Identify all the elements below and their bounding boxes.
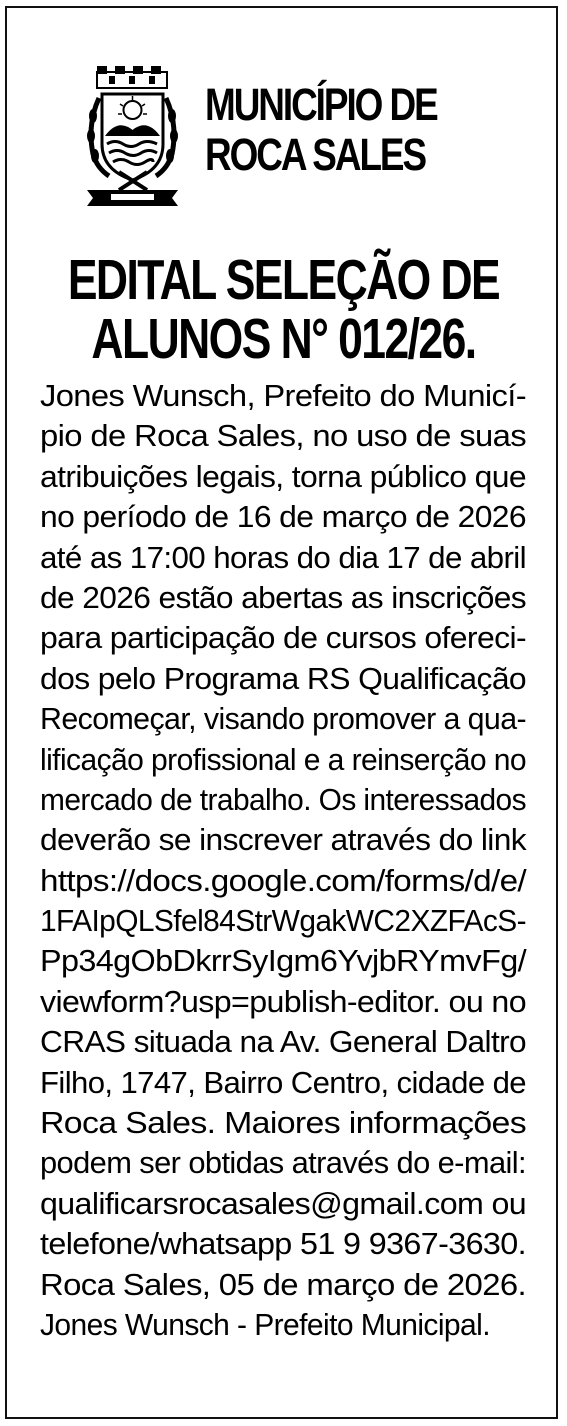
notice-body-line: qualificarsrocasales@gmail.com ou bbox=[40, 1185, 527, 1221]
coat-of-arms-icon bbox=[85, 64, 180, 209]
notice-body-line: 1FAIpQLSfel84StrWgakWC2XZFAcS- bbox=[40, 903, 527, 939]
notice-title-line-2: ALUNOS N° 012/26. bbox=[91, 307, 476, 371]
notice-body-line: Roca Sales, 05 de março de 2026. bbox=[40, 1266, 527, 1302]
notice-body-line: para participação de cursos ofereci- bbox=[40, 620, 527, 656]
notice-body bbox=[40, 376, 526, 1345]
notice-body-line: mercado de trabalho. Os interessados bbox=[40, 781, 526, 817]
notice-body-line: de 2026 estão abertas as inscrições bbox=[40, 579, 527, 615]
notice-body-line: telefone/whatsapp 51 9 9367-3630. bbox=[40, 1226, 526, 1262]
notice-body-line: lificação profissional e a reinserção no bbox=[40, 741, 527, 777]
notice-body-line: pio de Roca Sales, no uso de suas bbox=[40, 418, 526, 454]
notice-body-line: atribuições legais, torna público que bbox=[40, 458, 527, 494]
notice-body-line: Pp34gObDkrrSyIgm6YvjbRYmvFg/ bbox=[40, 943, 527, 979]
notice-body-line: Filho, 1747, Bairro Centro, cidade de bbox=[40, 1064, 526, 1100]
notice-body-line: https://docs.google.com/forms/d/e/ bbox=[40, 862, 527, 898]
notice-body-line: Roca Sales. Maiores informações bbox=[40, 1105, 526, 1141]
notice-body-line: podem ser obtidas através do e-mail: bbox=[40, 1145, 526, 1181]
notice-body-line: Recomeçar, visando promover a qua- bbox=[40, 701, 527, 737]
notice-body-line: no período de 16 de março de 2026 bbox=[40, 499, 527, 535]
municipality-line-1: MUNICÍPIO DE bbox=[205, 79, 437, 130]
notice-title-line-1: EDITAL SELEÇÃO DE bbox=[67, 248, 500, 312]
notice-body-line: viewform?usp=publish-editor. ou no bbox=[40, 983, 526, 1019]
notice-body-line: até as 17:00 horas do dia 17 de abril bbox=[40, 539, 527, 575]
notice-title bbox=[0, 248, 567, 371]
notice-body-line: dos pelo Programa RS Qualificação bbox=[40, 660, 527, 696]
municipality-name bbox=[205, 80, 467, 180]
notice-body-line: Jones Wunsch - Prefeito Municipal. bbox=[40, 1306, 490, 1342]
notice-body-line: CRAS situada na Av. General Daltro bbox=[40, 1024, 527, 1060]
notice-body-line: Jones Wunsch, Prefeito do Municí- bbox=[40, 378, 527, 413]
notice-body-line: deverão se inscrever através do link bbox=[40, 822, 527, 858]
municipality-line-2: ROCA SALES bbox=[205, 129, 426, 180]
